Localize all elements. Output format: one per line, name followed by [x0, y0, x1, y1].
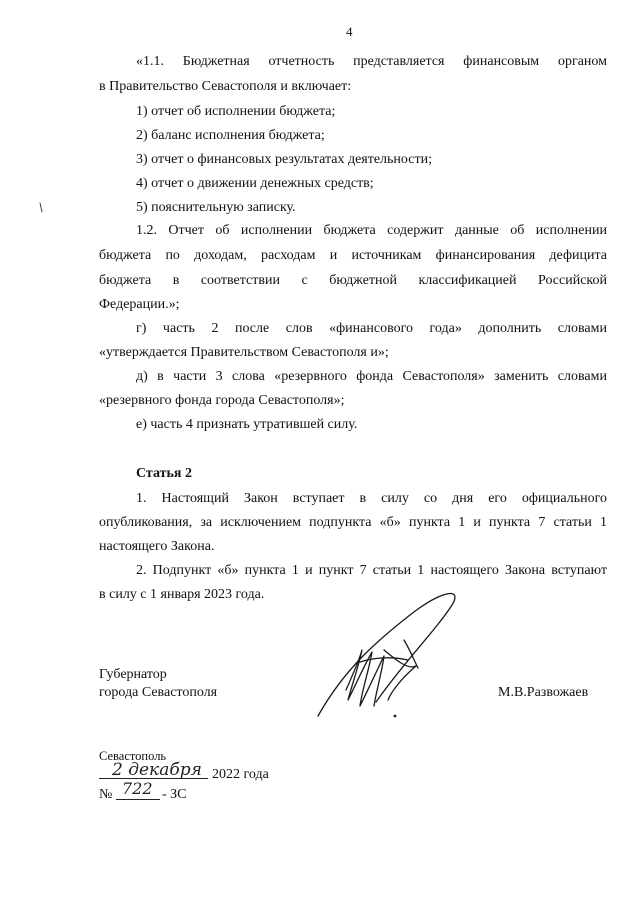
number-prefix: №: [99, 787, 113, 802]
article-2-paragraph-1-line-2: опубликования, за исключением подпункта «б» пункта 1 и пункта 7 статьи 1: [99, 515, 607, 530]
list-item: 1) отчет об исполнении бюджета;: [136, 104, 336, 119]
date-year: 2022 года: [212, 767, 269, 782]
paragraph-1-2-line-4: Федерации.»;: [99, 297, 180, 312]
list-item: 2) баланс исполнения бюджета;: [136, 128, 325, 143]
list-item: 4) отчет о движении денежных средств;: [136, 176, 374, 191]
subparagraph-d-line-1: д) в части 3 слова «резервного фонда Севастополя» заменить словами: [136, 369, 607, 384]
article-2-paragraph-2-line-1: 2. Подпункт «б» пункта 1 и пункт 7 статьи 1 настоящего Закона вступают: [136, 563, 607, 578]
article-2-paragraph-2-line-2: в силу с 1 января 2023 года.: [99, 587, 265, 602]
paragraph-1-2-line-3: бюджета в соответствии с бюджетной классификацией Российской: [99, 273, 607, 288]
article-2-heading: Статья 2: [136, 466, 192, 481]
footer-city: Севастополь: [99, 749, 167, 763]
paragraph-1-1-line-2: в Правительство Севастополя и включает:: [99, 79, 352, 94]
subparagraph-g-line-2: «утверждается Правительством Севастополя и»;: [99, 345, 389, 360]
handwritten-number: 722: [122, 779, 153, 798]
list-item: 3) отчет о финансовых результатах деятельности;: [136, 152, 432, 167]
number-underline: [116, 799, 160, 800]
paragraph-1-2-line-2: бюджета по доходам, расходам и источникам финансирования дефицита: [99, 248, 607, 263]
signatory-title-line-2: города Севастополя: [99, 685, 218, 700]
signatory-title-line-1: Губернатор: [99, 667, 167, 682]
number-suffix: - ЗС: [162, 787, 187, 802]
subparagraph-g-line-1: г) часть 2 после слов «финансового года» дополнить словами: [136, 321, 607, 336]
subparagraph-d-line-2: «резервного фонда города Севастополя»;: [99, 393, 345, 408]
list-item: 5) пояснительную записку.: [136, 200, 296, 215]
signatory-name: М.В.Развожаев: [498, 685, 589, 700]
paragraph-1-2-line-1: 1.2. Отчет об исполнении бюджета содержит данные об исполнении: [136, 223, 607, 238]
article-2-paragraph-1-line-3: настоящего Закона.: [99, 539, 215, 554]
handwritten-date: 2 декабря: [112, 760, 202, 780]
paragraph-1-1-line-1: «1.1. Бюджетная отчетность представляется финансовым органом: [136, 54, 607, 69]
page-number: 4: [346, 24, 353, 39]
article-2-paragraph-1-line-1: 1. Настоящий Закон вступает в силу со дня его официального: [136, 491, 607, 506]
subparagraph-e: е) часть 4 признать утратившей силу.: [136, 417, 358, 432]
